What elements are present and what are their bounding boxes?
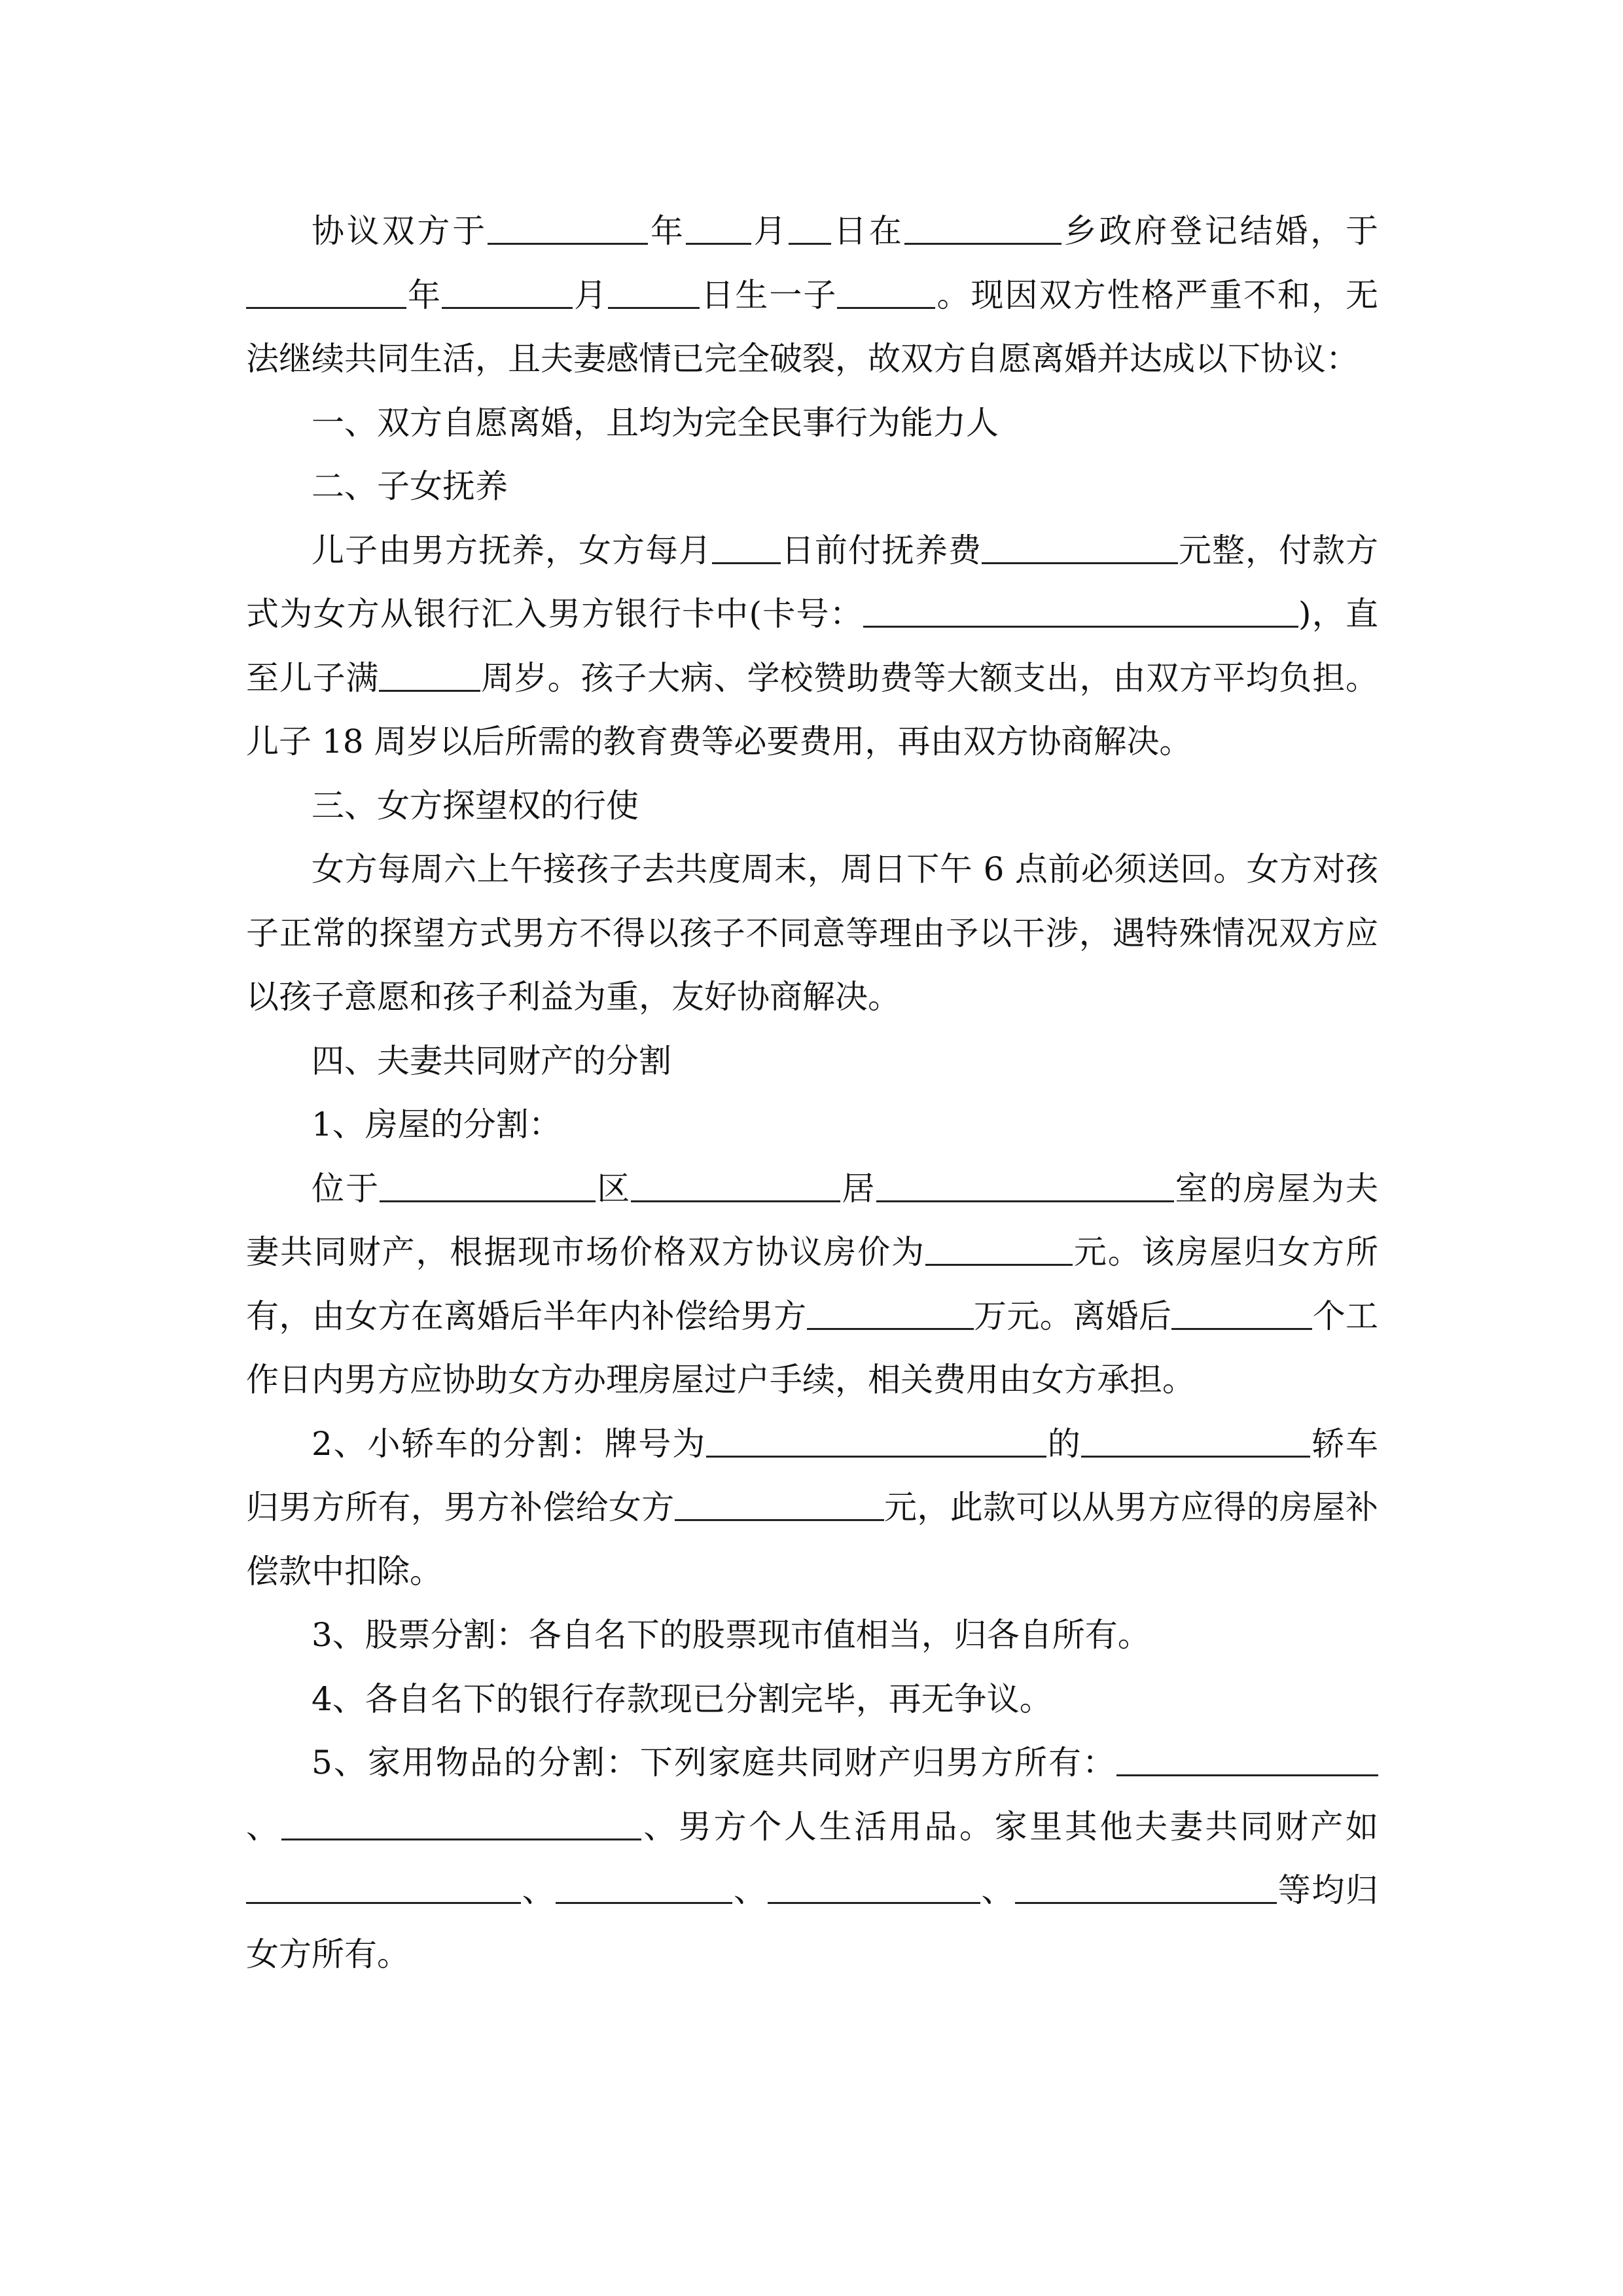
blank-field-year[interactable]: [488, 211, 648, 245]
text: 。现因双方性格严重不和，无法继续共同生活，且夫妻感情已完全破裂，故双方自愿离婚并达成以下协议：: [246, 276, 1379, 378]
blank-field-district[interactable]: [380, 1169, 596, 1202]
text: 、: [521, 1871, 556, 1909]
blank-field-workdays[interactable]: [1171, 1297, 1312, 1330]
heading-visitation-rights: 三、女方探望权的行使: [312, 786, 639, 825]
blank-field-car-compensation[interactable]: [675, 1488, 884, 1521]
heading-house-division: 1、房屋的分割：: [312, 1105, 562, 1143]
heading-property-division: 四、夫妻共同财产的分割: [312, 1041, 671, 1080]
text: 元整，付款方式为女方从银行汇入男方银行卡中(卡号：: [246, 531, 1378, 633]
blank-field-birth-month[interactable]: [442, 276, 573, 309]
blank-field-residence[interactable]: [631, 1169, 840, 1202]
text: 儿子由男方抚养，女方每月: [312, 531, 712, 569]
blank-field-pay-day[interactable]: [712, 531, 781, 564]
blank-field-female-item-1[interactable]: [246, 1871, 521, 1904]
text: 协议双方于: [312, 212, 488, 250]
text: 2、小轿车的分割：牌号为: [312, 1424, 706, 1463]
blank-field-room[interactable]: [876, 1169, 1174, 1202]
text: 、: [246, 1807, 281, 1846]
blank-field-month[interactable]: [686, 211, 751, 245]
paragraph-child-support: [246, 519, 1378, 774]
paragraph-bank-deposits: 4、各自名下的银行存款现已分割完毕，再无争议。: [312, 1679, 1052, 1718]
text: 日前付抚养费: [781, 531, 982, 569]
text: 的: [1046, 1424, 1082, 1463]
blank-field-township[interactable]: [904, 211, 1061, 245]
text: 元，此款可以从男方应得的房屋补偿款中扣除。: [246, 1488, 1379, 1590]
text: 日在: [831, 212, 904, 250]
blank-field-male-item-1[interactable]: [1116, 1743, 1378, 1776]
paragraph-car: [246, 1412, 1378, 1604]
blank-field-female-item-4[interactable]: [1015, 1871, 1277, 1904]
text: 万元。离婚后: [973, 1297, 1172, 1335]
heading-voluntary-divorce: 一、双方自愿离婚，且均为完全民事行为能力人: [312, 403, 999, 442]
paragraph-visitation: 女方每周六上午接孩子去共度周末，周日下午 6 点前必须送回。女方对孩子正常的探望方式男方不得以孩子不同意等理由予以干涉，遇特殊情况双方应以孩子意愿和孩子利益为重，友好协商解决。: [246, 850, 1378, 1016]
text: 周岁。孩子大病、学校赞助费等大额支出，由双方平均负担。儿子 18 周岁以后所需的教育费等必要费用，再由双方协商解决。: [246, 658, 1379, 761]
text: 室的房屋为夫妻共同财产，根据现市场价格双方协议房价为: [246, 1169, 1379, 1271]
text: 位于: [312, 1169, 380, 1208]
text: 、: [980, 1871, 1016, 1909]
text: 年: [648, 212, 686, 250]
heading-child-custody: 二、子女抚养: [312, 467, 508, 505]
text: 5、家用物品的分割：下列家庭共同财产归男方所有：: [312, 1744, 1116, 1782]
blank-field-compensation[interactable]: [807, 1297, 974, 1330]
paragraph-stocks: 3、股票分割：各自名下的股票现市值相当，归各自所有。: [312, 1616, 1150, 1654]
blank-field-plate-number[interactable]: [706, 1424, 1046, 1458]
text: 、男方个人生活用品。家里其他夫妻共同财产如: [641, 1807, 1379, 1846]
blank-field-car-model[interactable]: [1081, 1424, 1310, 1458]
text: 轿车归男方所有，男方补偿给女方: [246, 1424, 1379, 1526]
text: 日生一子: [700, 276, 838, 314]
text: 个工作日内男方应协助女方办理房屋过户手续，相关费用由女方承担。: [246, 1297, 1379, 1399]
blank-field-son-name[interactable]: [837, 276, 935, 309]
paragraph-marriage-info: [246, 200, 1378, 391]
text: 居: [840, 1169, 876, 1208]
blank-field-birth-day[interactable]: [608, 276, 700, 309]
text: )，直至儿子满: [246, 595, 1378, 697]
blank-field-card-number[interactable]: [863, 594, 1298, 628]
text: 、: [732, 1871, 768, 1909]
paragraph-household-items: [246, 1731, 1378, 1986]
text: 月: [573, 276, 609, 314]
text: 等均归女方所有。: [246, 1871, 1379, 1973]
blank-field-birth-year[interactable]: [246, 276, 406, 309]
blank-field-female-item-2[interactable]: [556, 1871, 732, 1904]
text: 年: [406, 276, 442, 314]
blank-field-support-amount[interactable]: [982, 531, 1178, 564]
text: 区: [596, 1169, 632, 1208]
document-page: [246, 200, 1378, 1986]
blank-field-age[interactable]: [379, 658, 480, 692]
blank-field-house-price[interactable]: [925, 1232, 1073, 1266]
text: 月: [751, 212, 789, 250]
blank-field-day[interactable]: [789, 211, 831, 245]
text: 元。该房屋归女方所有，由女方在离婚后半年内补偿给男方: [246, 1233, 1379, 1335]
blank-field-female-item-3[interactable]: [768, 1871, 980, 1904]
blank-field-male-item-2[interactable]: [281, 1807, 641, 1840]
text: 乡政府登记结婚，于: [1061, 212, 1379, 250]
paragraph-house: [246, 1157, 1378, 1412]
